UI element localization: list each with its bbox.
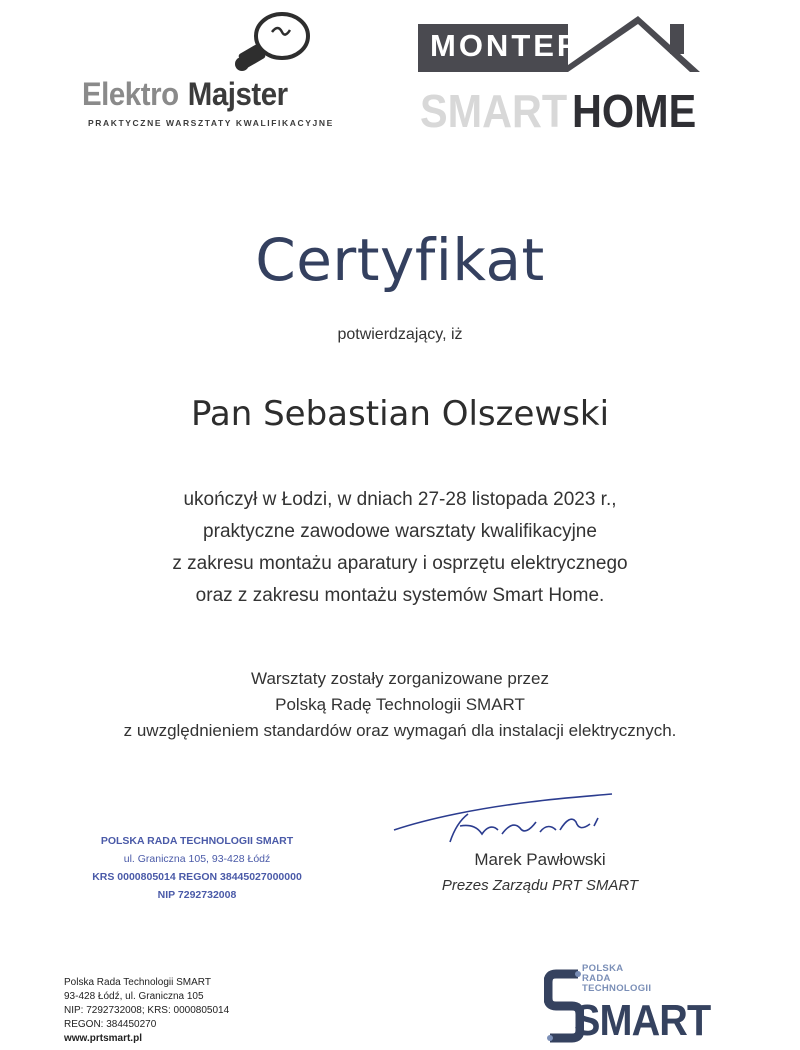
organizer-section (0, 666, 800, 744)
certificate-title: Certyfikat (255, 226, 545, 294)
prt-line: TECHNOLOGII (582, 983, 652, 994)
body-line: praktyczne zawodowe warsztaty kwalifikacyjne (203, 521, 597, 542)
elektro-word: Elektro (82, 76, 179, 112)
organizer-line: Warsztaty zostały zorganizowane przez (251, 669, 549, 688)
footer-line: NIP: 7292732008; KRS: 0000805014 (64, 1005, 230, 1016)
elektro-majster-wordmark (82, 76, 288, 113)
organizer-line: Polską Radę Technologii SMART (275, 695, 525, 714)
elektro-majster-subtitle: PRAKTYCZNE WARSZTATY KWALIFIKACYJNE (88, 118, 334, 128)
stamp-line: ul. Graniczna 105, 93-428 Łódź (123, 853, 271, 865)
prt-line: RADA (582, 973, 611, 984)
elektro-majster-logo (82, 12, 342, 132)
footer-address (64, 976, 229, 1046)
prt-line: POLSKA (582, 963, 624, 974)
home-word: HOME (572, 85, 697, 137)
footer-line: REGON: 384450270 (64, 1019, 157, 1030)
prt-smart-logo (540, 960, 711, 1048)
monter-word: MONTER (430, 28, 583, 63)
footer-website-link[interactable]: www.prtsmart.pl (64, 1033, 142, 1044)
smart-word: SMART (420, 85, 568, 137)
footer-line: Polska Rada Technologii SMART (64, 977, 211, 988)
body-line: ukończył w Łodzi, w dniach 27-28 listopada 2023 r., (183, 489, 617, 510)
body-line: oraz z zakresu montażu systemów Smart Home. (195, 585, 605, 606)
certificate-lead: potwierdzający, iż (337, 326, 463, 343)
stamp-line: POLSKA RADA TECHNOLOGII SMART (100, 835, 294, 847)
stamp-line: KRS 0000805014 REGON 38445027000000 (92, 871, 302, 883)
signatory-name: Marek Pawłowski (474, 850, 606, 869)
footer-line: 93-428 Łódź, ul. Graniczna 105 (64, 991, 204, 1002)
recipient-name: Pan Sebastian Olszewski (190, 394, 610, 434)
certificate-body (0, 484, 800, 612)
lightbulb-icon (232, 12, 322, 76)
prt-small-text (582, 964, 651, 994)
signatory-role: Prezes Zarządu PRT SMART (441, 877, 639, 894)
majster-word: Majster (187, 76, 288, 112)
handwritten-signature (390, 790, 620, 852)
stamp-line: NIP 7292732008 (157, 889, 237, 901)
organization-stamp (82, 832, 312, 904)
organizer-line: z uwzględnieniem standardów oraz wymagań dla instalacji elektrycznych. (123, 721, 677, 740)
monter-smart-home-logo (418, 14, 700, 137)
prt-smart-word: SMART (574, 996, 711, 1045)
body-line: z zakresu montażu aparatury i osprzętu elektrycznego (172, 553, 628, 574)
